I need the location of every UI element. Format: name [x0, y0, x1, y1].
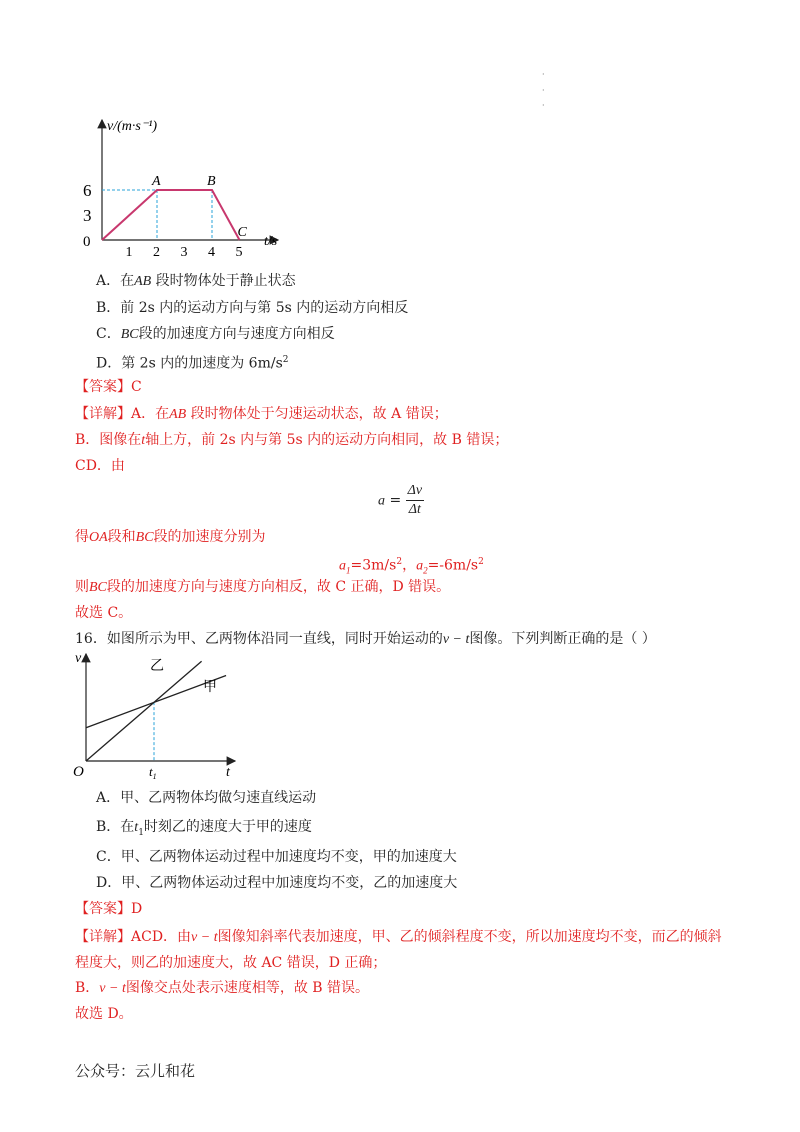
origin-label: 0: [83, 234, 91, 250]
option-b: B．前 2s 内的运动方向与第 5s 内的运动方向相反: [96, 300, 409, 316]
series-label-jia: 甲: [203, 680, 217, 695]
explain-16-line-1: 【详解】ACD．由v − t图像知斜率代表加速度，甲、乙的倾斜程度不变，所以加速度均不变，而乙的倾斜: [75, 929, 722, 945]
vt-chart-1: [78, 112, 300, 260]
answer-16: 【答案】D: [75, 901, 143, 917]
vt-chart-2: [70, 648, 245, 780]
option-d: D．第 2s 内的加速度为 $6m/s^2$: [96, 355, 289, 372]
x-tick-label: 5: [235, 245, 243, 260]
t1-tick-label: $t_1$: [149, 764, 157, 781]
series-label-yi: 乙: [150, 659, 164, 674]
explain-15-line-6: 则BC段的加速度方向与速度方向相反，故 C 正确，D 错误。: [75, 579, 451, 595]
point-label-a: A: [152, 174, 161, 190]
origin-label: O: [73, 764, 84, 780]
formula-acceleration: a = $\frac{\Delta v}{\Delta t}$: [378, 483, 423, 517]
series-line-yi: [86, 661, 202, 761]
option-c: C．甲、乙两物体运动过程中加速度均不变，甲的加速度大: [96, 849, 457, 865]
question-16-stem: 16．如图所示为甲、乙两物体沿同一直线，同时开始运动的v − t图像。下列判断正确的是（ ）: [75, 631, 656, 647]
decor-dot: ·: [542, 86, 545, 95]
point-label-b: B: [207, 174, 216, 190]
y-tick-label: 3: [83, 206, 92, 226]
option-d: D．甲、乙两物体运动过程中加速度均不变，乙的加速度大: [96, 875, 458, 891]
option-c: C．BC段的加速度方向与速度方向相反: [96, 326, 335, 342]
option-a: A．在AB 段时物体处于静止状态: [96, 273, 296, 289]
explain-15-line-7: 故选 C。: [75, 605, 133, 621]
explain-15-line-3: CD．由: [75, 458, 125, 474]
option-a: A．甲、乙两物体均做匀速直线运动: [96, 790, 317, 806]
x-tick-label: 3: [180, 245, 188, 260]
x-tick-label: 1: [125, 245, 133, 260]
x-tick-label: 4: [208, 245, 215, 260]
x-tick-label: 2: [153, 245, 160, 260]
footer-account: 公众号：云儿和花: [75, 1062, 196, 1080]
explain-16-line-3: B．v − t图像交点处表示速度相等，故 B 错误。: [75, 980, 370, 996]
decor-dot: ·: [542, 101, 545, 110]
x-axis-label: t: [226, 765, 230, 780]
answer-15: 【答案】C: [75, 379, 142, 395]
explain-16-line-4: 故选 D。: [75, 1006, 133, 1022]
decor-dot: ·: [542, 70, 545, 79]
explain-15-line-1: 【详解】A．在AB 段时物体处于匀速运动状态，故 A 错误；: [75, 406, 448, 422]
explain-16-line-2: 程度大，则乙的加速度大，故 AC 错误，D 正确；: [75, 955, 387, 971]
x-axis-label: t/s: [264, 234, 278, 249]
explain-15-line-2: B．图像在t轴上方，前 2s 内与第 5s 内的运动方向相同，故 B 错误；: [75, 432, 509, 448]
y-tick-label: 6: [83, 181, 92, 201]
option-b: B．在$t_1$时刻乙的速度大于甲的速度: [96, 819, 312, 838]
explain-15-accelerations: $a_1=3m/s^2$，$a_2=-6m/s^2$: [339, 557, 484, 576]
y-axis-label: v/(m·s⁻¹): [107, 119, 158, 134]
point-label-c: C: [237, 225, 247, 240]
velocity-curve: [102, 190, 240, 240]
explain-15-line-4: 得OA段和BC段的加速度分别为: [75, 529, 266, 545]
y-axis-label: v: [75, 651, 82, 666]
